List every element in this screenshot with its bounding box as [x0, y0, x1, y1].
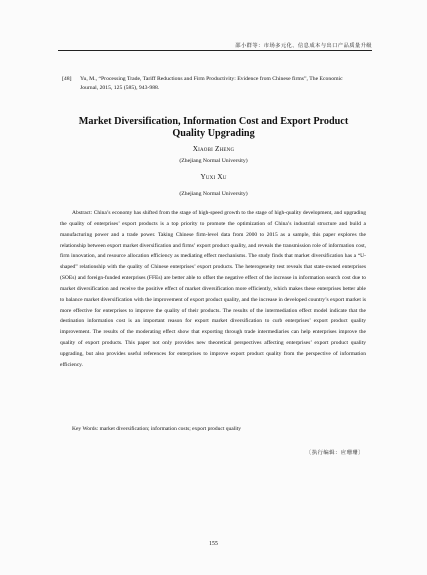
reference-number: [48] — [62, 76, 72, 82]
page-number: 155 — [209, 541, 218, 547]
reference-line-1: Yu, M., “Processing Trade, Tariff Reductions and Firm Productivity: Evidence from Chinese firms”, The Economic — [80, 76, 343, 82]
author-1-affiliation: (Zhejiang Normal University) — [179, 158, 248, 164]
keywords — [72, 426, 241, 432]
reference-line-2: Journal, 2015, 125 (585), 943-988. — [80, 85, 160, 91]
paper-title — [60, 116, 367, 139]
title-line-2: Quality Upgrading — [172, 127, 255, 139]
executive-editor-note: 〔执行编辑：应珊珊〕 — [306, 450, 364, 456]
abstract — [60, 208, 366, 371]
title-line-1: Market Diversification, Information Cost and Export Product — [78, 116, 349, 127]
author-2-name: Yuxi Xu — [200, 173, 227, 181]
author-2-affiliation: (Zhejiang Normal University) — [179, 191, 248, 197]
keywords-text: market diversification; information costs; export product quality — [99, 426, 242, 432]
abstract-text: China’s economy has shifted from the stage of high-speed growth to the stage of high-quality development, and upgrading the quality of enterprises’ export products is a top priority to promote the optimization of China’s industrial structure and build a manufacturing power and a trade power. Taking Chinese firm-level data from 2000 to 2015 as a sample, this paper explores the relationship between export market diversification and firms’ export product quality, and reveals the transmission role of information cost, firm innovation, and resource allocation efficiency as mediating effect mechanisms. The study finds that market diversification has a “U-shaped” relationship with the quality of Chinese enterprises’ export products. The heterogeneity test reveals that state-owned enterprises (SOEs) and foreign-funded enterprises (FFEs) are better able to offset the negative effect of the increase in information search cost due to market diversification and receive the positive effect of market diversification more efficiently, which makes these enterprises better able to balance market diversification with the improvement of export product quality, and the increase in developed country’s export market is more effective for enterprises to improve the quality of their products. The results of the intermediation effect model indicate that the destination information cost is an important reason for export market diversification to curb enterprises’ export product quality improvement. The results of the moderating effect show that exporting through trade intermediaries can help enterprises improve the quality of export products. This paper not only provides new theoretical perspectives affecting enterprises’ export product quality upgrading, but also provides useful references for enterprises to improve export product quality from the perspective of information efficiency. — [60, 210, 366, 368]
running-head: 邵小群等：市场多元化、信息成本与出口产品质量升级 — [235, 43, 372, 49]
keywords-label: Key Words: — [72, 426, 99, 432]
abstract-label: Abstract: — [72, 210, 93, 216]
author-1-name: Xiaobi Zheng — [192, 145, 235, 153]
header-rule — [58, 50, 372, 51]
reference-entry — [62, 75, 362, 93]
